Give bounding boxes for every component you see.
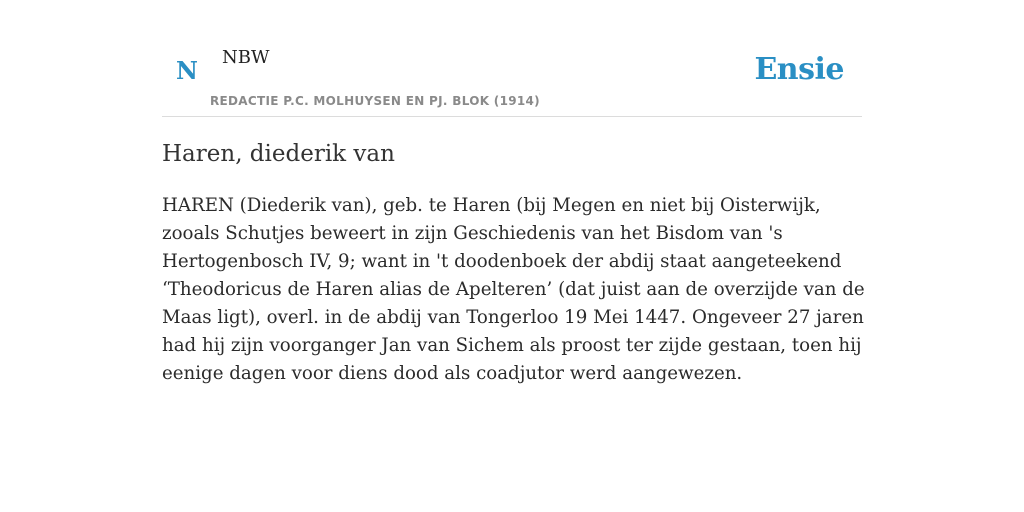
brand-logo[interactable]: Ensie <box>754 52 844 87</box>
source-title[interactable]: NBW <box>222 47 270 68</box>
source-subtitle: REDACTIE P.C. MOLHUYSEN EN PJ. BLOK (1914) <box>210 94 540 108</box>
header <box>162 0 862 117</box>
entry-title: Haren, diederik van <box>162 141 395 167</box>
entry-body: HAREN (Diederik van), geb. te Haren (bij Megen en niet bij Oisterwijk, zooals Schutjes beweert in zijn Geschiedenis van het Bisdom van 's Hertogenbosch IV, 9; want in 't doodenboek der abdij staat aangeteekend ‘Theodoricus de Haren alias de Apelteren’ (dat juist aan de overzijde van de Maas ligt), overl. in de abdij van Tongerloo 19 Mei 1447. Ongeveer 27 jaren had hij zijn voorganger Jan van Sichem als proost ter zijde gestaan, toen hij eenige dagen voor diens dood als coadjutor werd aangewezen. <box>162 195 865 384</box>
source-logo[interactable]: N <box>176 56 198 85</box>
